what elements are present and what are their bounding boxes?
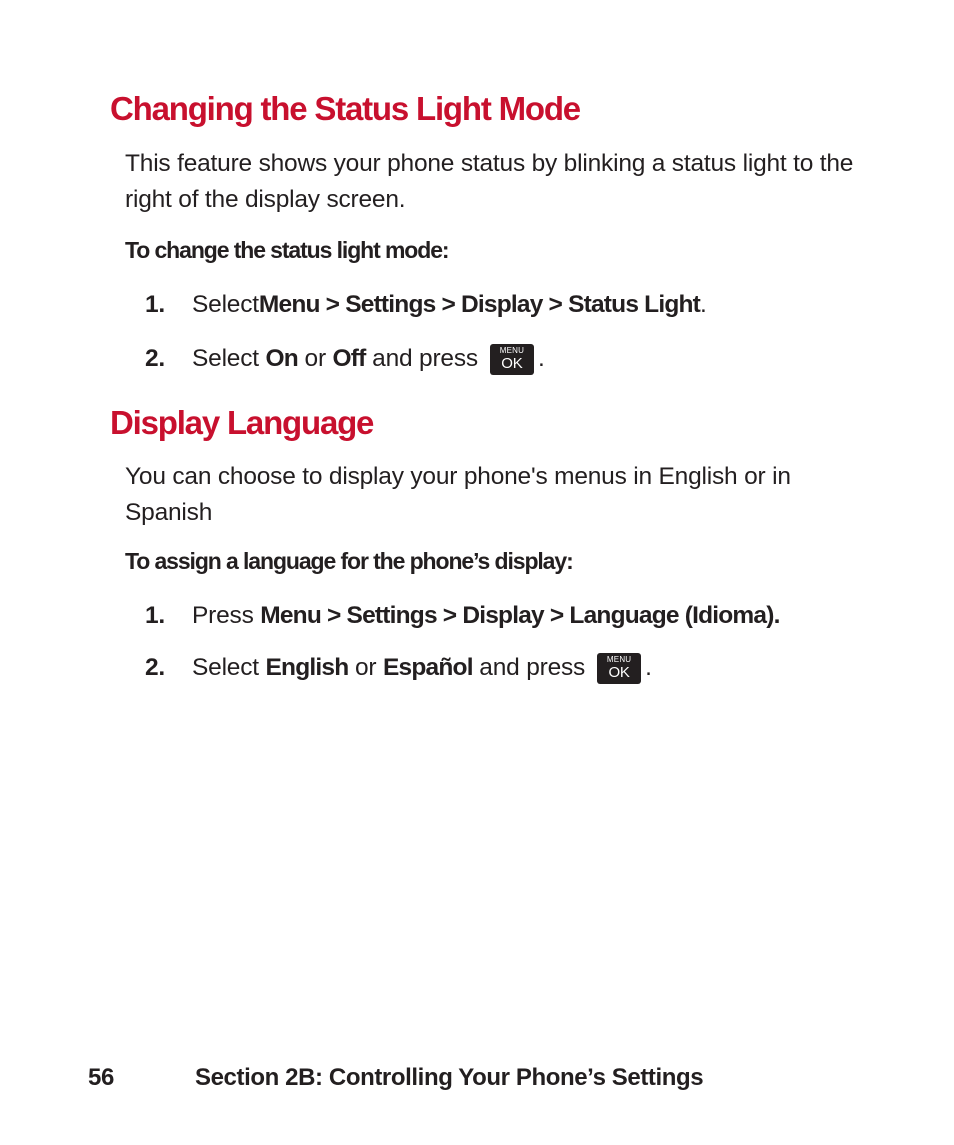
path-separator: > [321,602,347,629]
step-end-punctuation: . [645,654,652,681]
step-or: or [297,345,333,372]
display-language-intro: You can choose to display your phone's menus in English or in Spanish [125,463,791,526]
status-light-step-2 [145,342,545,376]
step-press: and press [472,654,586,681]
menu-ok-key-icon [490,344,534,375]
display-language-step-2 [145,651,652,685]
status-light-intro: This feature shows your phone status by blinking a status light to the right of the display screen. [125,150,854,213]
path-separator: > [542,291,569,318]
step-end-punctuation: . [700,291,707,318]
status-light-step-1 [145,288,707,322]
key-bottom-label: OK [608,664,630,681]
path-separator: > [319,291,346,318]
path-separator: > [435,291,461,318]
menu-path-item: Status Light [568,291,701,318]
section-title-status-light: Changing the Status Light Mode [110,90,580,127]
option-off: Off [332,345,366,372]
step-text: Select [192,345,266,372]
key-top-label: MENU [499,346,525,355]
step-text: Press [192,602,261,629]
step-number: 1. [145,291,166,318]
step-end-punctuation: . [537,345,545,372]
status-light-subheading: To change the status light mode: [125,237,449,263]
menu-path-item: Language (Idioma). [569,602,780,629]
option-on: On [265,345,298,372]
page-footer [88,1064,704,1092]
menu-path-item: Menu [260,602,321,629]
menu-ok-key-icon [597,653,641,684]
step-number: 2. [145,345,166,372]
footer-section-title: Section 2B: Controlling Your Phone’s Settings [195,1064,704,1091]
path-separator: > [436,602,463,629]
key-bottom-label: OK [501,355,523,372]
key-top-label: MENU [606,655,632,664]
step-text: Select [192,654,266,681]
step-text: Select [192,291,259,318]
step-or: or [348,654,383,681]
page-number: 56 [88,1064,114,1091]
menu-path-item: Menu [258,291,320,318]
step-number: 1. [145,602,166,629]
section-title-display-language: Display Language [110,404,374,441]
step-press: and press [365,345,478,372]
menu-path-item: Display [460,291,543,318]
display-language-step-1 [145,599,780,633]
menu-path-item: Settings [345,291,436,318]
display-language-subheading: To assign a language for the phone’s display: [125,548,573,574]
option-espanol: Español [383,654,473,681]
option-english: English [265,654,349,681]
menu-path-item: Settings [346,602,437,629]
path-separator: > [543,602,570,629]
step-number: 2. [145,654,166,681]
menu-path-item: Display [462,602,544,629]
